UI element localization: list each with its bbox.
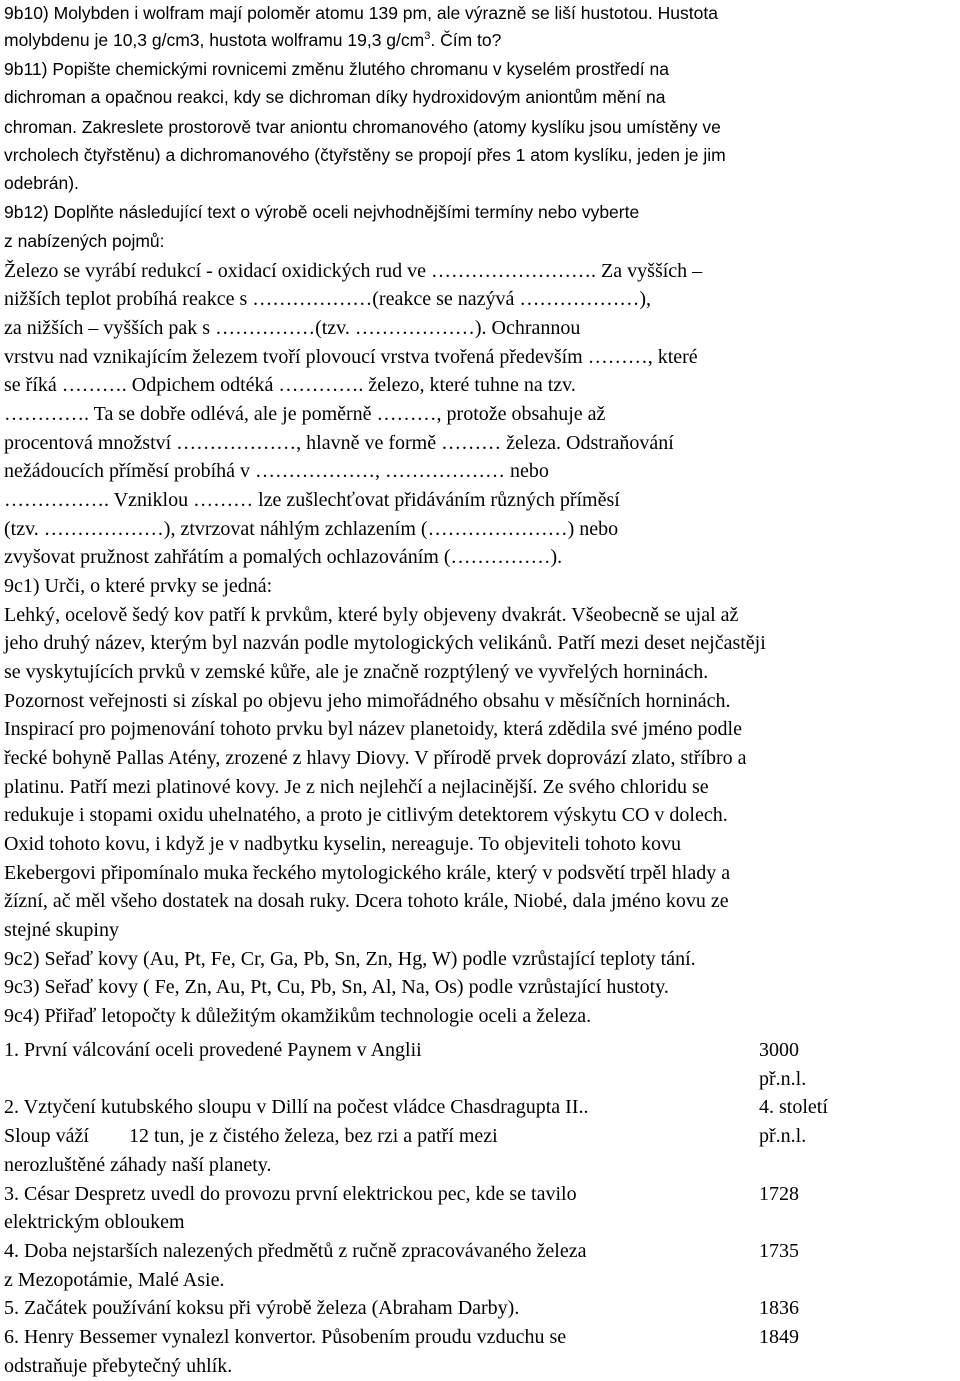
text-line: odebrán). xyxy=(4,173,79,193)
text-line: stejné skupiny xyxy=(4,919,119,941)
text-segment: molybdenu je 10,3 g/cm3, hustota wolframu 19,3 g/cm xyxy=(4,30,425,50)
event-line: nerozluštěné záhady naší planety. xyxy=(4,1154,272,1176)
text-line: Ekebergovi připomínalo muka řeckého mytologického krále, který v podsvětí trpěl hlady a xyxy=(4,862,731,884)
event-line: 3. César Despretz uvedl do provozu první elektrickou pec, kde se tavilo xyxy=(4,1183,577,1205)
text-line: platinu. Patří mezi platinové kovy. Je z nich nejlehčí a nejlacinější. Ze svého chloridu se xyxy=(4,776,709,798)
text-line: řecké bohyně Pallas Atény, zrozené z hlavy Diovy. V přírodě prvek doprovází zlato, stříbro a xyxy=(4,747,747,769)
year-value: 1735 xyxy=(759,1240,799,1262)
year-value: 1728 xyxy=(759,1183,799,1205)
text-line: procentová množství ………………, hlavně ve formě ……… železa. Odstraňování xyxy=(4,432,674,454)
text-line: Oxid tohoto kovu, i když je v nadbytku kyselin, nereaguje. To objeviteli tohoto kovu xyxy=(4,833,682,855)
text-line: Pozornost veřejnosti si získal po objevu jeho mimořádného obsahu v měsíčních horninách. xyxy=(4,690,731,712)
text-line: jeho druhý název, kterým byl nazván podle mytologických velikánů. Patří mezi deset nejčastěji xyxy=(4,632,766,654)
text-line: Lehký, ocelově šedý kov patří k prvkům, které byly objeveny dvakrát. Všeobecně se ujal až xyxy=(4,604,739,626)
text-line: za nižších – vyšších pak s ……………(tzv. ………………). Ochrannou xyxy=(4,317,581,339)
text-line: nižších teplot probíhá reakce s ………………(reakce se nazývá ………………), xyxy=(4,288,657,310)
text-line: Inspirací pro pojmenování tohoto prvku byl název planetoidy, která zdědila své jméno podle xyxy=(4,718,742,740)
year-value: př.n.l. xyxy=(759,1068,807,1090)
year-value: př.n.l. xyxy=(759,1125,807,1147)
text-line: 9c2) Seřaď kovy (Au, Pt, Fe, Cr, Ga, Pb, Sn, Zn, Hg, W) podle vzrůstající teploty tání. xyxy=(4,948,696,970)
text-line: …………. Ta se dobře odlévá, ale je poměrně ………, protože obsahuje až xyxy=(4,403,606,425)
year-value: 1836 xyxy=(759,1297,799,1319)
text-line: nežádoucích příměsí probíhá v ………………, ……………… nebo xyxy=(4,460,549,482)
text-line: (tzv. ………………), ztvrzovat náhlým zchlazením (…………………) nebo xyxy=(4,518,619,540)
event-line: 2. Vztyčení kutubského sloupu v Dillí na počest vládce Chasdragupta II.. xyxy=(4,1096,589,1118)
text-line: 9b12) Doplňte následující text o výrobě oceli nejvhodnějšími termíny nebo vyberte xyxy=(4,202,640,222)
text-line: z nabízených pojmů: xyxy=(4,231,165,251)
text-line: 9b10) Molybden i wolfram mají poloměr atomu 139 pm, ale výrazně se liší hustotou. Hustota xyxy=(4,3,718,23)
text-line: 9b11) Popište chemickými rovnicemi změnu žlutého chromanu v kyselém prostředí na xyxy=(4,59,669,79)
event-line: elektrickým obloukem xyxy=(4,1211,185,1233)
text-line xyxy=(4,27,501,55)
text-line: dichroman a opačnou reakci, kdy se dichroman díky hydroxidovým aniontům mění na xyxy=(4,87,666,107)
event-line: z Mezopotámie, Malé Asie. xyxy=(4,1269,225,1291)
text-line: zvyšovat pružnost zahřátím a pomalých ochlazováním (……………). xyxy=(4,546,563,568)
event-line: 1. První válcování oceli provedené Paynem v Anglii xyxy=(4,1039,422,1061)
text-line: Železo se vyrábí redukcí - oxidací oxidických rud ve ……………………. Za vyšších – xyxy=(4,260,703,282)
text-line: redukuje i stopami oxidu uhelnatého, a proto je citlivým detektorem výskytu CO v dolech. xyxy=(4,804,728,826)
event-line: 4. Doba nejstarších nalezených předmětů z ručně zpracovávaného železa xyxy=(4,1240,587,1262)
year-value: 4. století xyxy=(759,1096,828,1118)
event-line: Sloup váží 12 tun, je z čistého železa, bez rzi a patří mezi xyxy=(4,1125,498,1147)
text-line: ……………. Vzniklou ……… lze zušlechťovat přidáváním různých příměsí xyxy=(4,489,620,511)
text-line: vrstvu nad vznikajícím železem tvoří plovoucí vrstva tvořená především ………, které xyxy=(4,346,698,368)
text-line: vrcholech čtyřstěnu) a dichromanového (čtyřstěny se propojí přes 1 atom kyslíku, jeden je jim xyxy=(4,145,726,165)
text-segment: . Čím to? xyxy=(430,30,502,50)
text-line: žízní, ač měl všeho dostatek na dosah ruky. Dcera tohoto krále, Niobé, dala jméno kovu ze xyxy=(4,890,729,912)
text-line: se říká ………. Odpichem odtéká …………. železo, které tuhne na tzv. xyxy=(4,374,576,396)
text-line: 9c4) Přiřaď letopočty k důležitým okamžikům technologie oceli a železa. xyxy=(4,1005,592,1027)
year-value: 3000 xyxy=(759,1039,799,1061)
event-line: odstraňuje přebytečný uhlík. xyxy=(4,1355,233,1377)
text-line: chroman. Zakreslete prostorově tvar aniontu chromanového (atomy kyslíku jsou umístěny ve xyxy=(4,117,721,137)
text-line: 9c3) Seřaď kovy ( Fe, Zn, Au, Pt, Cu, Pb, Sn, Al, Na, Os) podle vzrůstající hustoty. xyxy=(4,976,669,998)
event-line: 6. Henry Bessemer vynalezl konvertor. Působením proudu vzduchu se xyxy=(4,1326,567,1348)
text-line: se vyskytujících prvků v zemské kůře, ale je značně rozptýlený ve vyvřelých horninách. xyxy=(4,661,709,683)
text-line: 9c1) Urči, o které prvky se jedná: xyxy=(4,575,273,597)
superscript: 3 xyxy=(424,30,431,42)
year-value: 1849 xyxy=(759,1326,799,1348)
event-line: 5. Začátek používání koksu při výrobě železa (Abraham Darby). xyxy=(4,1297,520,1319)
